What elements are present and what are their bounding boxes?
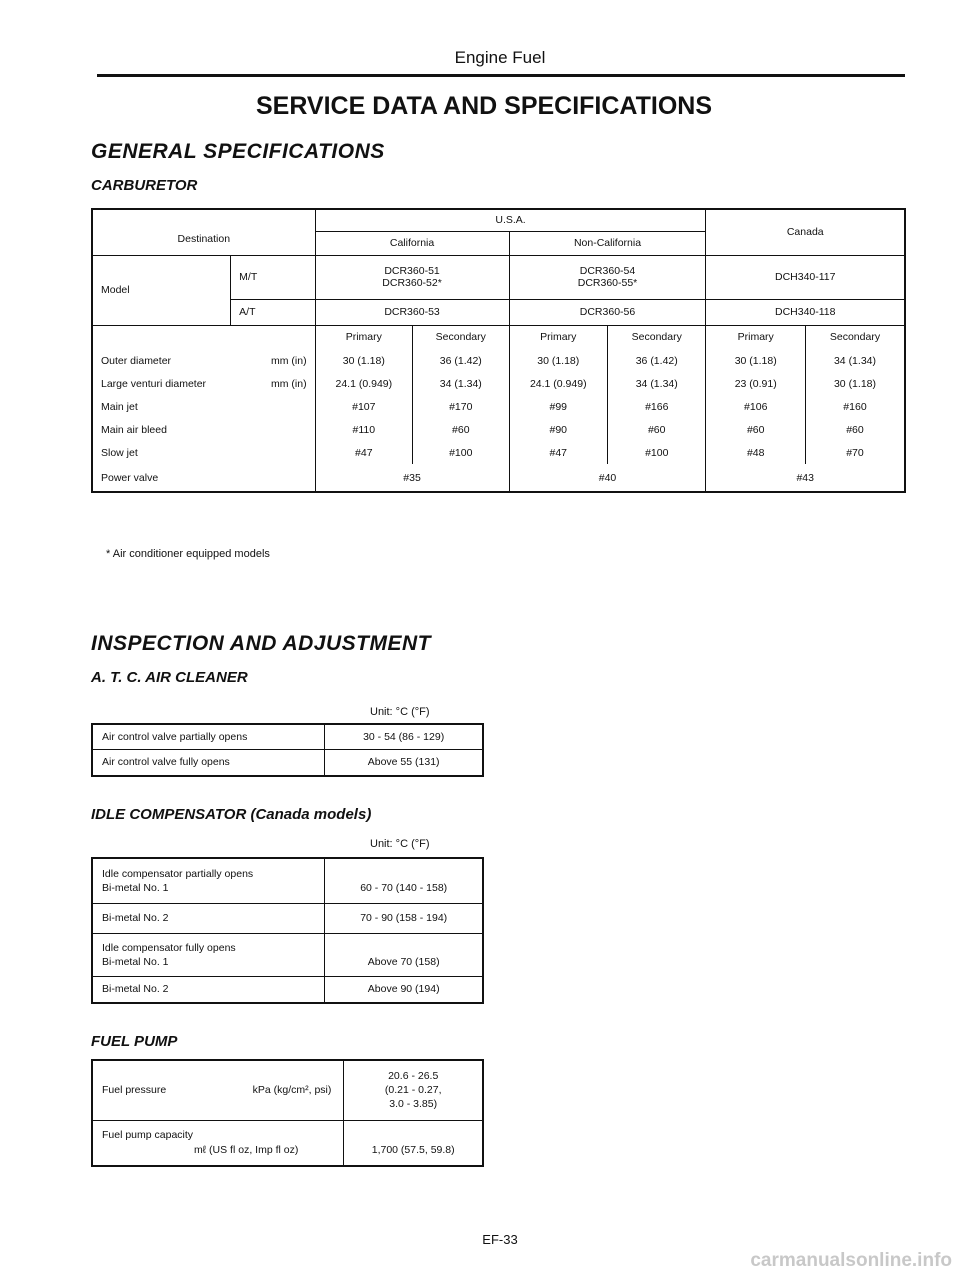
spec-value: #47 (509, 441, 607, 464)
spec-value: 23 (0.91) (706, 372, 805, 395)
row-value: 30 - 54 (86 - 129) (325, 724, 483, 749)
row-label: Idle compensator fully opens (102, 941, 236, 954)
spec-name: Outer diameter (101, 354, 172, 367)
spec-value: #107 (315, 395, 412, 418)
spec-value: 30 (1.18) (706, 349, 805, 372)
spec-name: Main jet (101, 400, 138, 413)
model-code: DCR360-51 (384, 265, 440, 277)
noncalifornia-mt-models (509, 255, 706, 299)
table-row (92, 749, 483, 776)
spec-value: #160 (805, 395, 905, 418)
spec-value: 36 (1.42) (413, 349, 509, 372)
model-code: DCR360-54 (579, 265, 636, 277)
row-value: Above 55 (131) (325, 749, 483, 776)
noncalifornia-at-model: DCR360-56 (509, 299, 706, 325)
spec-value: #35 (315, 464, 509, 492)
spec-value: #70 (805, 441, 905, 464)
canada-mt-model: DCH340-117 (706, 255, 905, 299)
row-value: (0.21 - 0.27, (384, 1084, 442, 1097)
page-number: EF-33 (482, 1232, 518, 1247)
row-sublabel: Bi-metal No. 2 (92, 903, 325, 933)
spec-value: #43 (706, 464, 905, 492)
primary-header: Primary (509, 325, 607, 349)
spec-value: #100 (413, 441, 509, 464)
general-specifications-heading: GENERAL SPECIFICATIONS (91, 140, 385, 163)
table-row (92, 858, 483, 903)
row-sublabel: Bi-metal No. 2 (92, 976, 325, 1003)
watermark: carmanualsonline.info (750, 1250, 952, 1271)
noncalifornia-label: Non-California (509, 231, 706, 255)
model-code: DCR360-55* (577, 277, 638, 289)
spec-value: #48 (706, 441, 805, 464)
row-value: Above 90 (194) (325, 976, 483, 1003)
row-value: 70 - 90 (158 - 194) (325, 903, 483, 933)
spec-value: 24.1 (0.949) (315, 372, 412, 395)
row-value: 20.6 - 26.5 (388, 1070, 439, 1083)
model-label: Model (92, 255, 231, 325)
table-row (92, 1060, 483, 1120)
spec-value: 34 (1.34) (413, 372, 509, 395)
spec-value: #170 (413, 395, 509, 418)
spec-name: Slow jet (101, 446, 138, 459)
spec-value: 34 (1.34) (805, 349, 905, 372)
spec-row (92, 395, 905, 418)
table-row (92, 1120, 483, 1166)
row-value: 60 - 70 (140 - 158) (325, 858, 483, 903)
spec-value: #166 (608, 395, 706, 418)
spec-value: #60 (805, 418, 905, 441)
spec-value: #110 (315, 418, 412, 441)
secondary-header: Secondary (608, 325, 706, 349)
destination-label: Destination (177, 233, 231, 246)
row-value: 1,700 (57.5, 59.8) (344, 1120, 483, 1166)
page-title: SERVICE DATA AND SPECIFICATIONS (255, 92, 713, 120)
table-row (92, 724, 483, 749)
section-header: Engine Fuel (454, 48, 546, 67)
canada-label: Canada (706, 209, 905, 255)
mt-label: M/T (231, 255, 315, 299)
california-mt-models (315, 255, 509, 299)
primary-header: Primary (706, 325, 805, 349)
usa-label: U.S.A. (315, 209, 706, 231)
spec-value: #100 (608, 441, 706, 464)
spec-row (92, 372, 905, 395)
table-row (92, 976, 483, 1003)
spec-value: #40 (509, 464, 706, 492)
spec-value: #60 (608, 418, 706, 441)
row-label: Fuel pump capacity (102, 1128, 194, 1141)
idle-compensator-heading: IDLE COMPENSATOR (Canada models) (91, 806, 372, 823)
spec-value: #60 (706, 418, 805, 441)
row-value: 3.0 - 3.85) (389, 1098, 438, 1111)
secondary-header: Secondary (805, 325, 905, 349)
spec-row (92, 418, 905, 441)
row-label: Air control valve partially opens (92, 724, 325, 749)
spec-value: 24.1 (0.949) (509, 372, 607, 395)
inspection-heading: INSPECTION AND ADJUSTMENT (91, 632, 431, 655)
spec-value: 34 (1.34) (608, 372, 706, 395)
spec-value: 30 (1.18) (315, 349, 412, 372)
idle-compensator-table (91, 857, 484, 1004)
spec-row (92, 441, 905, 464)
footnote: * Air conditioner equipped models (106, 548, 270, 560)
row-sublabel: Bi-metal No. 1 (102, 881, 169, 894)
atc-air-cleaner-table (91, 723, 484, 777)
row-unit: kPa (kg/cm², psi) (252, 1084, 332, 1097)
row-unit: mℓ (US fl oz, Imp fl oz) (194, 1143, 299, 1156)
carburetor-spec-table (91, 208, 906, 493)
spec-unit: mm (in) (271, 354, 307, 367)
fuel-pump-table (91, 1059, 484, 1167)
secondary-header: Secondary (413, 325, 509, 349)
row-sublabel: Bi-metal No. 1 (102, 955, 169, 968)
carburetor-heading: CARBURETOR (91, 177, 198, 194)
spec-value: #60 (413, 418, 509, 441)
california-at-model: DCR360-53 (315, 299, 509, 325)
spec-value: #106 (706, 395, 805, 418)
spec-value: 30 (1.18) (805, 372, 905, 395)
california-label: California (315, 231, 509, 255)
spec-name: Main air bleed (101, 423, 167, 436)
row-label: Air control valve fully opens (92, 749, 325, 776)
spec-value: 30 (1.18) (509, 349, 607, 372)
spec-value: #90 (509, 418, 607, 441)
idle-unit: Unit: °C (°F) (370, 838, 430, 850)
row-value: Above 70 (158) (325, 933, 483, 976)
table-row (92, 933, 483, 976)
row-label: Idle compensator partially opens (102, 867, 254, 880)
at-label: A/T (231, 299, 315, 325)
row-label: Fuel pressure (102, 1084, 167, 1097)
canada-at-model: DCH340-118 (706, 299, 905, 325)
model-code: DCR360-52* (382, 277, 442, 289)
spec-row (92, 349, 905, 372)
fuel-pump-heading: FUEL PUMP (91, 1033, 178, 1050)
spec-value: 36 (1.42) (608, 349, 706, 372)
primary-header: Primary (315, 325, 412, 349)
spec-value: #99 (509, 395, 607, 418)
spec-name: Large venturi diameter (101, 377, 207, 390)
spec-value: #47 (315, 441, 412, 464)
table-row (92, 903, 483, 933)
atc-unit: Unit: °C (°F) (370, 706, 430, 718)
atc-air-cleaner-heading: A. T. C. AIR CLEANER (91, 669, 248, 686)
power-valve-row (92, 464, 905, 492)
spec-name: Power valve (101, 471, 159, 484)
spec-unit: mm (in) (271, 377, 307, 390)
header-rule (97, 74, 905, 77)
